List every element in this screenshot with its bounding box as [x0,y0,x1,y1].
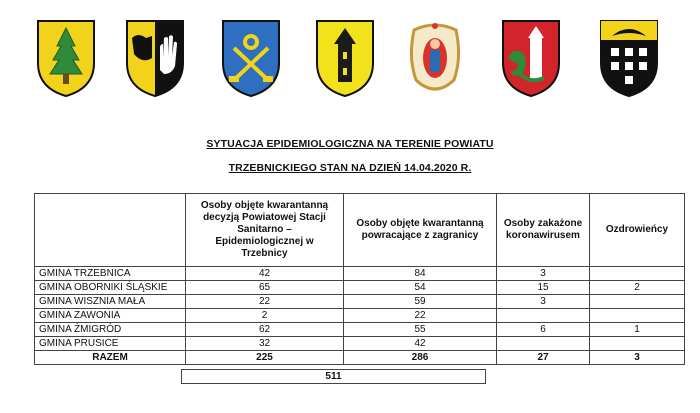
gmina-name: GMINA OBORNIKI ŚLĄSKIE [35,281,186,295]
recovered-value: 1 [590,323,685,337]
quarantine-abroad-value: 42 [344,337,497,351]
recovered-value [590,309,685,323]
infected-value [497,309,590,323]
report-title-line-1: SYTUACJA EPIDEMIOLOGICZNA NA TERENIE POWIATU [206,138,494,150]
quarantine-decision-value: 32 [186,337,344,351]
report-title-line-2: TRZEBNICKIEGO STAN NA DZIEŃ 14.04.2020 R. [228,162,472,174]
total-quarantine-abroad: 286 [344,351,497,365]
gmina-name: GMINA TRZEBNICA [35,267,186,281]
wisznia-crest [220,18,282,98]
quarantine-decision-value: 22 [186,295,344,309]
table-row [35,337,685,351]
zmigrod-crest [404,18,466,98]
quarantine-abroad-value: 22 [344,309,497,323]
powiat-crest [598,18,660,98]
gmina-name: GMINA PRUSICE [35,337,186,351]
quarantine-decision-value: 62 [186,323,344,337]
gmina-name: GMINA ZAWONIA [35,309,186,323]
header-quarantine-abroad: Osoby objęte kwarantanną powracające z zagranicy [344,194,497,267]
infected-value: 3 [497,267,590,281]
quarantine-abroad-value: 59 [344,295,497,309]
crests-row [0,18,700,100]
infected-value: 15 [497,281,590,295]
total-infected: 27 [497,351,590,365]
epidemic-table [34,193,685,365]
header-gmina [35,194,186,267]
quarantine-abroad-value: 84 [344,267,497,281]
header-quarantine-decision: Osoby objęte kwarantanną decyzją Powiatowej Stacji Sanitarno – Epidemiologicznej w Trzebnicy [186,194,344,267]
recovered-value [590,267,685,281]
total-recovered: 3 [590,351,685,365]
recovered-value [590,337,685,351]
infected-value: 6 [497,323,590,337]
quarantine-sum: 511 [181,369,486,384]
table-row [35,281,685,295]
table-row [35,309,685,323]
oborniki-crest [124,18,186,98]
total-row [35,351,685,365]
table-row [35,323,685,337]
quarantine-decision-value: 2 [186,309,344,323]
prusice-crest [500,18,562,98]
gmina-name: GMINA WISZNIA MAŁA [35,295,186,309]
header-infected: Osoby zakażone koronawirusem [497,194,590,267]
infected-value: 3 [497,295,590,309]
quarantine-abroad-value: 55 [344,323,497,337]
quarantine-abroad-value: 54 [344,281,497,295]
recovered-value: 2 [590,281,685,295]
table-row [35,295,685,309]
table-header-row [35,194,685,267]
total-label: RAZEM [35,351,186,365]
quarantine-decision-value: 42 [186,267,344,281]
total-quarantine-decision: 225 [186,351,344,365]
table-row [35,267,685,281]
zawonia-crest [314,18,376,98]
header-recovered: Ozdrowieńcy [590,194,685,267]
trzebnica-crest [35,18,97,98]
infected-value [497,337,590,351]
gmina-name: GMINA ŻMIGRÓD [35,323,186,337]
quarantine-decision-value: 65 [186,281,344,295]
recovered-value [590,295,685,309]
